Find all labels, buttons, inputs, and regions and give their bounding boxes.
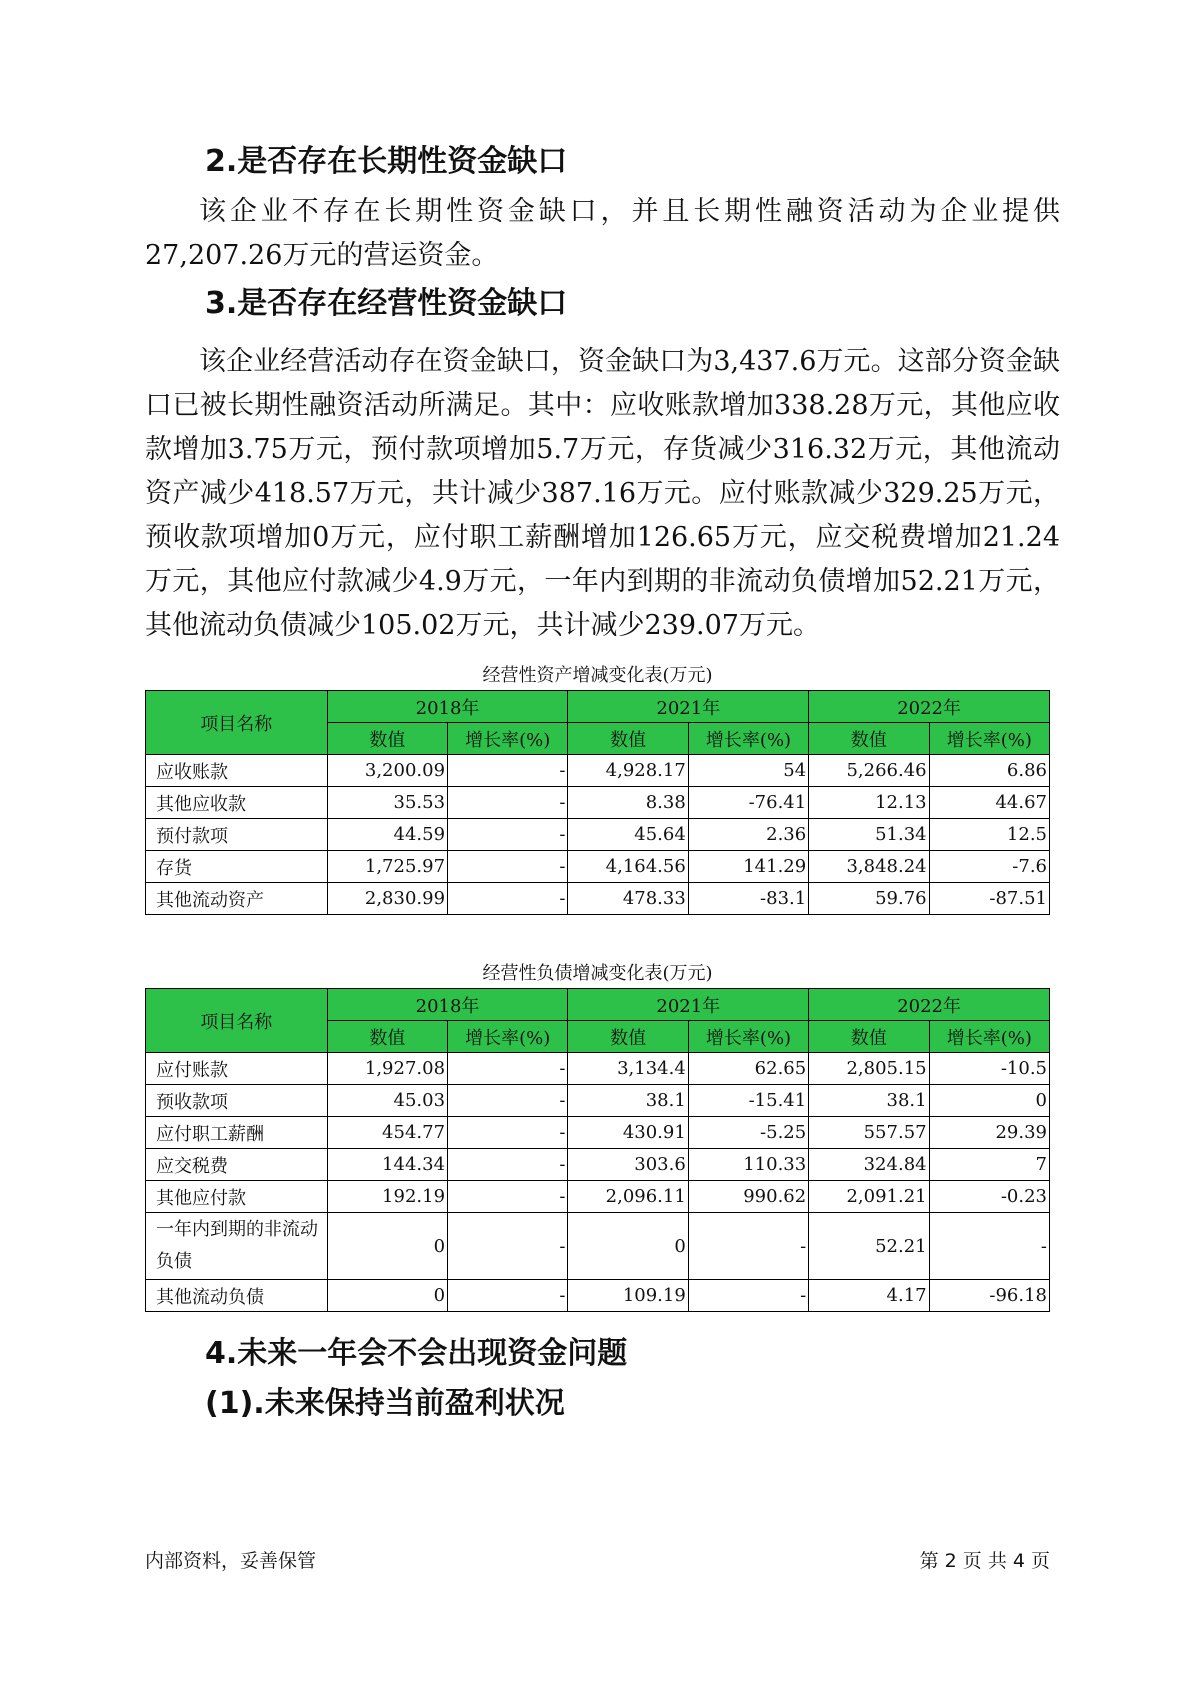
row-label: 其他应付款 — [146, 1181, 328, 1213]
table-cell: 324.84 — [809, 1149, 929, 1181]
section4-heading: 4.未来一年会不会出现资金问题 — [205, 1336, 628, 1371]
row-label: 预收款项 — [146, 1085, 328, 1117]
table-cell: -5.25 — [688, 1117, 808, 1149]
table-cell: -10.5 — [929, 1053, 1049, 1085]
table-cell: 12.13 — [809, 787, 929, 819]
header-item-name: 项目名称 — [146, 691, 328, 755]
table-row — [146, 1053, 1050, 1085]
table-cell: - — [688, 1213, 808, 1280]
table-cell: 45.64 — [568, 819, 688, 851]
table-cell: 5,266.46 — [809, 755, 929, 787]
table-cell: 454.77 — [327, 1117, 447, 1149]
table-cell: 1,927.08 — [327, 1053, 447, 1085]
table-cell: 2,091.21 — [809, 1181, 929, 1213]
table-cell: 45.03 — [327, 1085, 447, 1117]
row-label: 其他流动负债 — [146, 1280, 328, 1312]
table-cell: -7.6 — [929, 851, 1049, 883]
row-label: 其他应收款 — [146, 787, 328, 819]
table-cell: 44.59 — [327, 819, 447, 851]
header-year-2021: 2021年 — [568, 691, 809, 723]
liability-table-caption: 经营性负债增减变化表(万元) — [482, 963, 713, 984]
table-cell: -0.23 — [929, 1181, 1049, 1213]
table-row — [146, 819, 1050, 851]
table-cell: 51.34 — [809, 819, 929, 851]
table-row — [146, 1149, 1050, 1181]
header-year-2022: 2022年 — [809, 691, 1050, 723]
table-cell: - — [448, 851, 568, 883]
table-row — [146, 1213, 1050, 1280]
header-value: 数值 — [809, 723, 929, 755]
table-cell: - — [448, 1213, 568, 1280]
table-cell: 38.1 — [568, 1085, 688, 1117]
header-growth: 增长率(%) — [929, 1021, 1049, 1053]
header-growth: 增长率(%) — [448, 723, 568, 755]
table-row — [146, 1085, 1050, 1117]
table-cell: 44.67 — [929, 787, 1049, 819]
table-cell: 110.33 — [688, 1149, 808, 1181]
table-cell: 141.29 — [688, 851, 808, 883]
row-label: 一年内到期的非流动负债 — [146, 1213, 328, 1280]
footer-confidential-note: 内部资料，妥善保管 — [145, 1550, 317, 1572]
table-cell: 35.53 — [327, 787, 447, 819]
row-label: 应交税费 — [146, 1149, 328, 1181]
table-cell: 144.34 — [327, 1149, 447, 1181]
header-year-2018: 2018年 — [327, 691, 568, 723]
table-row — [146, 787, 1050, 819]
table-cell: -96.18 — [929, 1280, 1049, 1312]
header-value: 数值 — [809, 1021, 929, 1053]
row-label: 应付职工薪酬 — [146, 1117, 328, 1149]
row-label: 预付款项 — [146, 819, 328, 851]
table-cell: 8.38 — [568, 787, 688, 819]
asset-table — [145, 690, 1050, 915]
header-growth: 增长率(%) — [688, 1021, 808, 1053]
table-cell: 6.86 — [929, 755, 1049, 787]
table-cell: - — [929, 1213, 1049, 1280]
table-cell: - — [448, 787, 568, 819]
table-cell: -15.41 — [688, 1085, 808, 1117]
header-year-2022: 2022年 — [809, 989, 1050, 1021]
table-cell: - — [448, 1280, 568, 1312]
table-cell: 557.57 — [809, 1117, 929, 1149]
table-cell: 109.19 — [568, 1280, 688, 1312]
row-label: 存货 — [146, 851, 328, 883]
table-cell: - — [688, 1280, 808, 1312]
table-cell: - — [448, 1149, 568, 1181]
table-cell: - — [448, 755, 568, 787]
header-value: 数值 — [327, 1021, 447, 1053]
table-cell: 3,848.24 — [809, 851, 929, 883]
header-year-2021: 2021年 — [568, 989, 809, 1021]
section2-paragraph: 该企业不存在长期性资金缺口，并且长期性融资活动为企业提供27,207.26万元的营运资金。 — [145, 196, 1060, 271]
table-cell: 54 — [688, 755, 808, 787]
table-cell: 3,134.4 — [568, 1053, 688, 1085]
table-cell: 2,830.99 — [327, 883, 447, 915]
table-cell: 0 — [568, 1213, 688, 1280]
table-cell: - — [448, 1181, 568, 1213]
table-cell: -83.1 — [688, 883, 808, 915]
table-cell: - — [448, 1085, 568, 1117]
header-growth: 增长率(%) — [688, 723, 808, 755]
table-cell: 38.1 — [809, 1085, 929, 1117]
table-row — [146, 1117, 1050, 1149]
table-cell: 430.91 — [568, 1117, 688, 1149]
table-cell: 2,805.15 — [809, 1053, 929, 1085]
liability-table — [145, 988, 1050, 1312]
table-cell: 0 — [327, 1213, 447, 1280]
table-cell: 7 — [929, 1149, 1049, 1181]
table-cell: 4,164.56 — [568, 851, 688, 883]
table-cell: 1,725.97 — [327, 851, 447, 883]
table-cell: 12.5 — [929, 819, 1049, 851]
table-cell: 192.19 — [327, 1181, 447, 1213]
table-row — [146, 1181, 1050, 1213]
table-row — [146, 755, 1050, 787]
header-year-2018: 2018年 — [327, 989, 568, 1021]
table-cell: 0 — [327, 1280, 447, 1312]
header-value: 数值 — [568, 1021, 688, 1053]
footer-page-number: 第 2 页 共 4 页 — [919, 1550, 1050, 1572]
table-cell: 3,200.09 — [327, 755, 447, 787]
header-growth: 增长率(%) — [448, 1021, 568, 1053]
section4-subheading: (1).未来保持当前盈利状况 — [205, 1386, 565, 1421]
row-label: 其他流动资产 — [146, 883, 328, 915]
row-label: 应收账款 — [146, 755, 328, 787]
table-cell: -87.51 — [929, 883, 1049, 915]
asset-table-caption: 经营性资产增减变化表(万元) — [482, 665, 713, 686]
table-cell: 4.17 — [809, 1280, 929, 1312]
table-cell: 990.62 — [688, 1181, 808, 1213]
table-cell: 29.39 — [929, 1117, 1049, 1149]
table-cell: -76.41 — [688, 787, 808, 819]
table-cell: - — [448, 1053, 568, 1085]
section3-paragraph: 该企业经营活动存在资金缺口，资金缺口为3,437.6万元。这部分资金缺口已被长期性融资活动所满足。其中：应收账款增加338.28万元，其他应收款增加3.75万元，预付款项增加5.7万元，存货减少316.32万元，其他流动资产减少418.57万元，共计减少387.16万元。应付账款减少329.25万元，预收款项增加0万元，应付职工薪酬增加126.65万元，应交税费增加21.24万元，其他应付款减少4.9万元，一年内到期的非流动负债增加52.21万元，其他流动负债减少105.02万元，共计减少239.07万元。 — [145, 346, 1060, 641]
table-cell: 59.76 — [809, 883, 929, 915]
table-row — [146, 883, 1050, 915]
table-row — [146, 851, 1050, 883]
header-item-name: 项目名称 — [146, 989, 328, 1053]
table-cell: - — [448, 1117, 568, 1149]
table-cell: 478.33 — [568, 883, 688, 915]
table-cell: 2.36 — [688, 819, 808, 851]
table-cell: 2,096.11 — [568, 1181, 688, 1213]
section2-heading: 2.是否存在长期性资金缺口 — [205, 144, 568, 179]
header-value: 数值 — [568, 723, 688, 755]
table-cell: 0 — [929, 1085, 1049, 1117]
table-cell: 62.65 — [688, 1053, 808, 1085]
table-cell: 52.21 — [809, 1213, 929, 1280]
row-label: 应付账款 — [146, 1053, 328, 1085]
table-row — [146, 1280, 1050, 1312]
table-cell: 303.6 — [568, 1149, 688, 1181]
table-cell: - — [448, 883, 568, 915]
section3-heading: 3.是否存在经营性资金缺口 — [205, 286, 568, 321]
table-cell: 4,928.17 — [568, 755, 688, 787]
header-growth: 增长率(%) — [929, 723, 1049, 755]
table-cell: - — [448, 819, 568, 851]
header-value: 数值 — [327, 723, 447, 755]
